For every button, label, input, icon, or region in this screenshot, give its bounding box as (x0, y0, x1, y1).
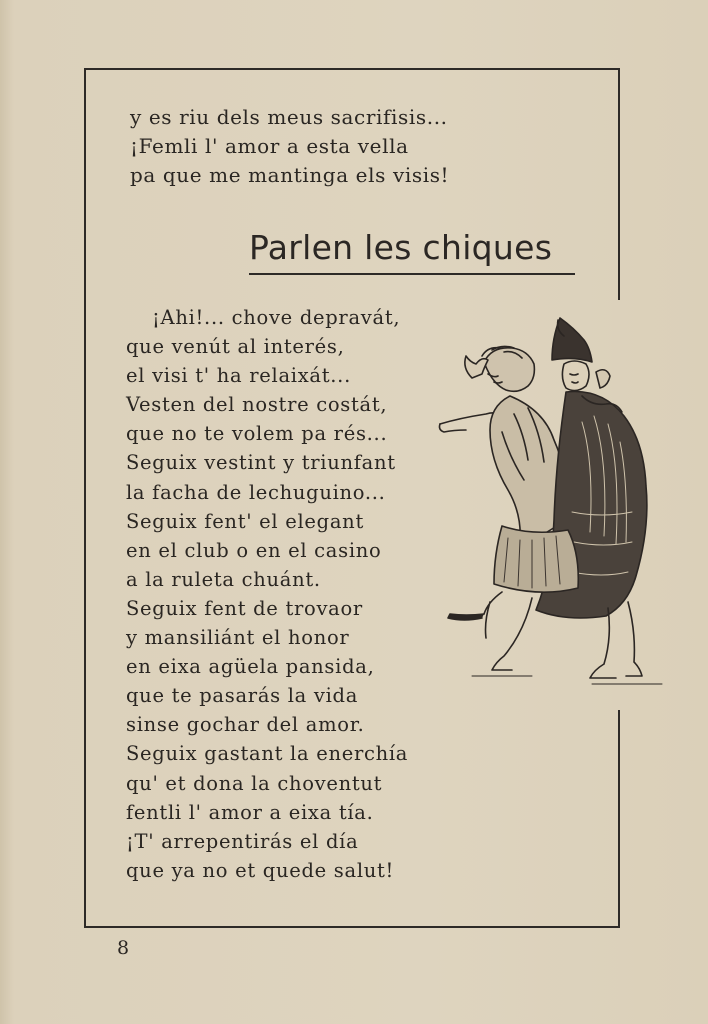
poem-body (126, 303, 408, 885)
poem-line: Vesten del nostre costát, (126, 393, 388, 417)
page-number: 8 (117, 937, 130, 959)
poem-line: en el club o en el casino (126, 538, 382, 562)
verse-continuation (130, 103, 449, 190)
poem-line: Seguix gastant la enerchía (126, 742, 409, 766)
poem-line: y mansiliánt el honor (126, 626, 350, 650)
verse-line: y es riu dels meus sacrifisis... (130, 105, 448, 129)
poem-line: el visi t' ha relaixát... (126, 364, 351, 388)
poem-line: que no te volem pa rés... (126, 422, 388, 446)
poem-line: la facha de lechuguino... (126, 480, 386, 504)
poem-line: en eixa agüela pansida, (126, 655, 375, 679)
two-women-gossiping-illustration (432, 312, 678, 694)
poem-line: ¡Ahi!... chove depravát, (152, 306, 401, 329)
poem-line: Seguix fent' el elegant (126, 509, 364, 533)
poem-line: a la ruleta chuánt. (126, 567, 321, 591)
poem-line: Seguix vestint y triunfant (126, 451, 396, 475)
poem-line: qu' et dona la choventut (126, 771, 383, 795)
poem-line: ¡T' arrepentirás el día (126, 829, 359, 853)
poem-line: que venút al interés, (126, 335, 345, 359)
poem-line: fentli l' amor a eixa tía. (126, 800, 374, 824)
poem-line: Seguix fent de trovaor (126, 596, 363, 620)
verse-line: ¡Femli l' amor a esta vella (130, 134, 409, 158)
verse-line: pa que me mantinga els visis! (130, 163, 450, 187)
poem-line: sinse gochar del amor. (126, 713, 365, 737)
poem-line: que te pasarás la vida (126, 684, 359, 708)
section-title: Parlen les chiques (249, 228, 575, 275)
poem-line: que ya no et quede salut! (126, 858, 395, 882)
